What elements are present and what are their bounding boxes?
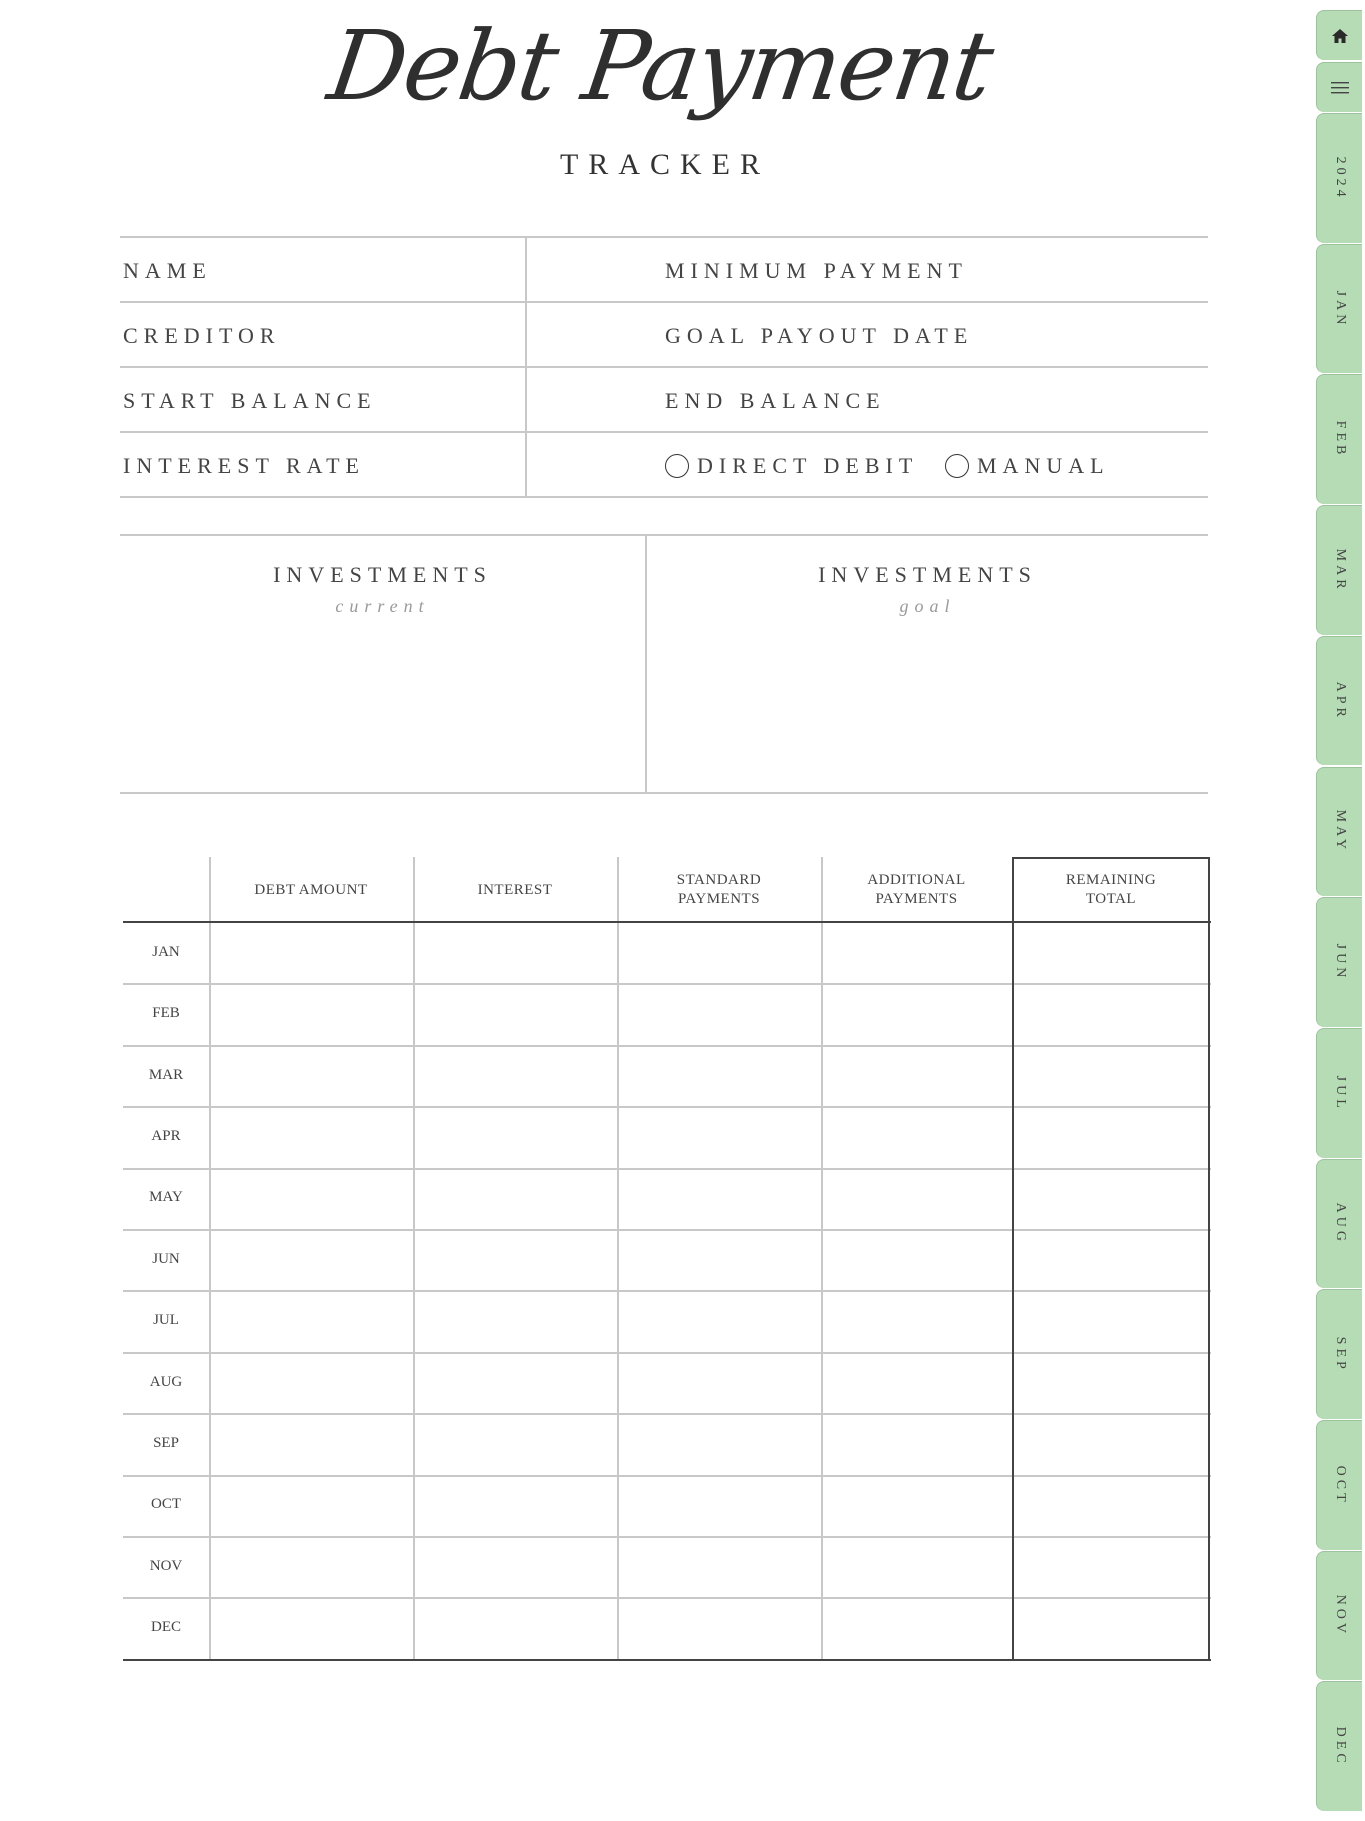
table-month-label: DEC (151, 1619, 181, 1636)
tab-2024[interactable] (1316, 113, 1362, 243)
table-cell[interactable] (823, 1415, 1010, 1472)
table-cell[interactable] (211, 924, 411, 981)
table-month-label: JAN (152, 943, 180, 960)
investments-current-sub: current (335, 596, 430, 616)
table-cell[interactable] (823, 1231, 1010, 1288)
investments-goal-sub: goal (899, 596, 956, 616)
table-cell[interactable] (211, 1170, 411, 1227)
table-cell[interactable] (823, 1292, 1010, 1349)
direct-debit-label: DIRECT DEBIT (697, 453, 919, 478)
table-month-label: SEP (153, 1434, 179, 1451)
table-cell[interactable] (619, 1538, 819, 1595)
table-cell[interactable] (211, 1108, 411, 1165)
info-row (120, 366, 1208, 431)
tab-sep[interactable] (1316, 1289, 1362, 1419)
menu-icon (1317, 63, 1363, 112)
investments-current[interactable] (120, 562, 645, 617)
table-cell[interactable] (619, 924, 819, 981)
page-title-script: Debt Payment (321, 10, 999, 122)
table-cell[interactable] (415, 924, 615, 981)
tab-label: NOV (1333, 1594, 1348, 1638)
table-cell[interactable] (619, 1477, 819, 1534)
table-cell[interactable] (415, 1538, 615, 1595)
table-cell[interactable] (823, 1108, 1010, 1165)
table-month-label: NOV (149, 1557, 183, 1574)
table-cell[interactable] (415, 1047, 615, 1104)
table-cell[interactable] (619, 1415, 819, 1472)
table-month-label: FEB (152, 1005, 180, 1022)
table-cell[interactable] (619, 1231, 819, 1288)
start-balance-label[interactable]: START BALANCE (123, 388, 377, 413)
tab-label: SEP (1333, 1336, 1348, 1373)
table-month-label: AUG (149, 1373, 183, 1390)
table-cell[interactable] (823, 985, 1010, 1042)
table-cell[interactable] (823, 1170, 1010, 1227)
table-cell[interactable] (211, 985, 411, 1042)
tab-aug[interactable] (1316, 1159, 1362, 1289)
home-icon (1317, 11, 1363, 60)
info-divider (525, 236, 527, 496)
info-row (120, 236, 1208, 301)
tab-label: AUG (1333, 1202, 1348, 1246)
table-cell[interactable] (211, 1599, 411, 1656)
table-cell[interactable] (415, 1231, 615, 1288)
creditor-label[interactable]: CREDITOR (123, 323, 281, 348)
goal-payout-date-label[interactable]: GOAL PAYOUT DATE (665, 323, 974, 348)
info-row (120, 431, 1208, 498)
table-cell[interactable] (211, 1477, 411, 1534)
remaining-total-column-frame (1012, 857, 1210, 1661)
table-cell[interactable] (211, 1354, 411, 1411)
page-subtitle: TRACKER (559, 148, 770, 181)
tab-apr[interactable] (1316, 636, 1362, 766)
name-label[interactable]: NAME (123, 258, 212, 283)
table-cell[interactable] (823, 1538, 1010, 1595)
table-month-label: MAR (148, 1066, 184, 1083)
table-cell[interactable] (619, 1170, 819, 1227)
investments-goal-title: INVESTMENTS (818, 562, 1037, 587)
table-cell[interactable] (415, 1292, 615, 1349)
menu-tab[interactable] (1316, 62, 1362, 112)
interest-rate-label[interactable]: INTEREST RATE (123, 453, 365, 478)
table-cell[interactable] (619, 1354, 819, 1411)
table-cell[interactable] (415, 1170, 615, 1227)
end-balance-label[interactable]: END BALANCE (665, 388, 886, 413)
debt-info-grid (120, 236, 1208, 498)
table-cell[interactable] (619, 1047, 819, 1104)
table-month-label: JUN (152, 1250, 180, 1267)
table-cell[interactable] (823, 1047, 1010, 1104)
table-cell[interactable] (415, 1477, 615, 1534)
tab-label: JUN (1333, 943, 1348, 982)
tab-label: 2024 (1333, 156, 1348, 201)
manual-option[interactable] (945, 453, 1110, 479)
table-month-label: JUL (153, 1312, 179, 1329)
investments-goal[interactable] (647, 562, 1208, 617)
table-cell[interactable] (619, 1108, 819, 1165)
table-cell[interactable] (415, 985, 615, 1042)
tab-jun[interactable] (1316, 897, 1362, 1027)
table-month-label: OCT (151, 1496, 181, 1513)
side-tab-bar (1316, 0, 1365, 1821)
tab-label: MAY (1333, 810, 1348, 854)
table-cell[interactable] (619, 1599, 819, 1656)
investments-section (120, 534, 1208, 794)
manual-label: MANUAL (977, 453, 1110, 478)
table-header-cell: ADDITIONAL PAYMENTS (867, 872, 966, 907)
tab-jul[interactable] (1316, 1028, 1362, 1158)
minimum-payment-label[interactable]: MINIMUM PAYMENT (665, 258, 968, 283)
tab-label: FEB (1333, 420, 1348, 459)
tab-jan[interactable] (1316, 244, 1362, 374)
tab-label: MAR (1333, 548, 1348, 593)
table-month-label: APR (151, 1127, 181, 1144)
table-month-label: MAY (149, 1189, 183, 1206)
table-cell[interactable] (823, 1477, 1010, 1534)
table-cell[interactable] (415, 1599, 615, 1656)
info-row (120, 301, 1208, 366)
direct-debit-radio[interactable] (665, 454, 689, 478)
table-header-cell: STANDARD PAYMENTS (676, 872, 762, 907)
table-cell[interactable] (415, 1415, 615, 1472)
table-cell[interactable] (619, 1292, 819, 1349)
table-cell[interactable] (211, 1415, 411, 1472)
table-cell[interactable] (619, 985, 819, 1042)
table-cell[interactable] (415, 1108, 615, 1165)
manual-radio[interactable] (945, 454, 969, 478)
table-cell[interactable] (211, 1538, 411, 1595)
tab-nov[interactable] (1316, 1551, 1362, 1681)
tab-oct[interactable] (1316, 1420, 1362, 1550)
tab-label: OCT (1333, 1465, 1348, 1506)
table-cell[interactable] (823, 924, 1010, 981)
tab-may[interactable] (1316, 767, 1362, 897)
tab-label: APR (1333, 681, 1348, 721)
direct-debit-option[interactable] (665, 453, 918, 479)
tab-dec[interactable] (1316, 1681, 1362, 1811)
table-cell[interactable] (211, 1047, 411, 1104)
tab-label: DEC (1333, 1726, 1348, 1767)
table-header-cell: REMAINING TOTAL (1065, 872, 1157, 907)
tab-label: JUL (1333, 1075, 1348, 1112)
tab-feb[interactable] (1316, 374, 1362, 504)
table-cell[interactable] (415, 1354, 615, 1411)
table-cell[interactable] (211, 1231, 411, 1288)
investments-current-title: INVESTMENTS (273, 562, 492, 587)
tab-label: JAN (1333, 290, 1348, 328)
table-header-cell: DEBT AMOUNT (254, 881, 368, 898)
tab-mar[interactable] (1316, 505, 1362, 635)
table-cell[interactable] (823, 1599, 1010, 1656)
table-header-cell: INTEREST (477, 881, 553, 898)
table-cell[interactable] (823, 1354, 1010, 1411)
home-tab[interactable] (1316, 10, 1362, 60)
table-cell[interactable] (211, 1292, 411, 1349)
